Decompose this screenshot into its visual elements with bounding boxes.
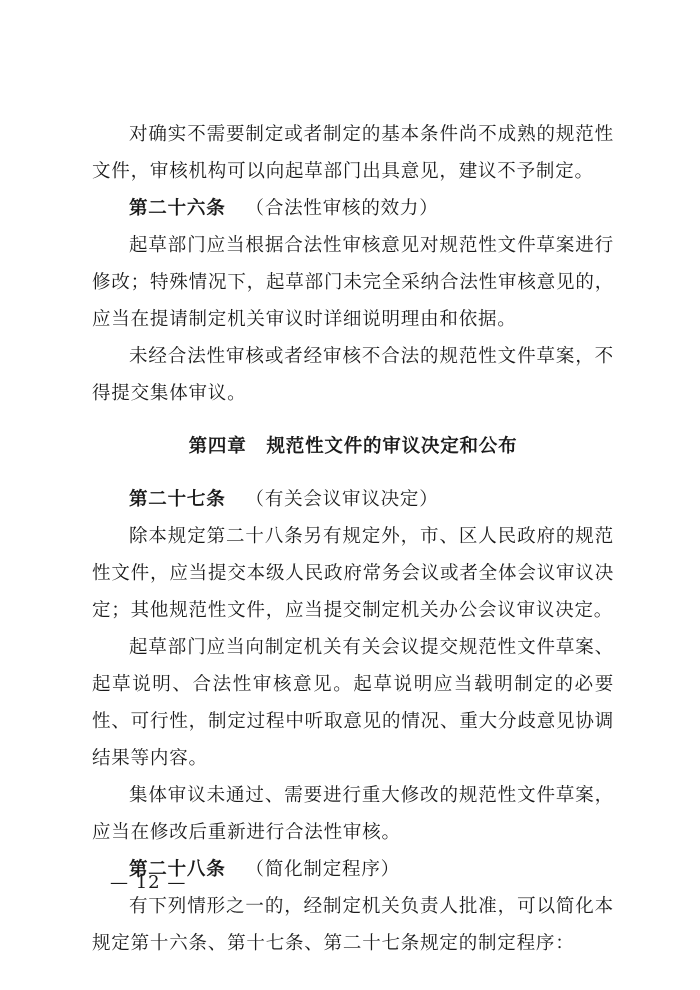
paragraph: 对确实不需要制定或者制定的基本条件尚不成熟的规范性文件，审核机构可以向起草部门出具意见，建议不予制定。 [92,124,614,182]
paragraph: 除本规定第二十八条另有规定外，市、区人民政府的规范性文件，应当提交本级人民政府常务会议或者全体会议审议决定；其他规范性文件，应当提交制定机关办公会议审议决定。 [92,526,614,621]
article-number: 第二十六条 [129,198,226,219]
chapter-title: 规范性文件的审议决定和公布 [266,436,518,457]
article-title: （有关会议审议决定） [245,489,439,510]
paragraph: 起草部门应当向制定机关有关会议提交规范性文件草案、起草说明、合法性审核意见。起草说明应当载明制定的必要性、可行性，制定过程中听取意见的情况、重大分歧意见协调结果等内容。 [92,637,614,769]
page-number: — 12 — [110,872,187,893]
paragraph: 有下列情形之一的，经制定机关负责人批准，可以简化本规定第十六条、第十七条、第二十七条规定的制定程序： [92,896,614,954]
paragraph: 未经合法性审核或者经审核不合法的规范性文件草案，不得提交集体审议。 [92,346,614,404]
paragraph: 起草部门应当根据合法性审核意见对规范性文件草案进行修改；特殊情况下，起草部门未完全采纳合法性审核意见的，应当在提请制定机关审议时详细说明理由和依据。 [92,235,614,330]
article-title: （合法性审核的效力） [245,198,439,219]
chapter-heading [92,428,614,465]
article-heading-27 [92,481,614,518]
document-body [92,116,614,962]
article-number: 第二十八条 [129,859,226,880]
chapter-number: 第四章 [188,436,247,457]
article-heading-26 [92,190,614,227]
article-number: 第二十七条 [129,489,226,510]
paragraph: 集体审议未通过、需要进行重大修改的规范性文件草案，应当在修改后重新进行合法性审核。 [92,785,614,843]
article-title: （简化制定程序） [245,859,400,880]
